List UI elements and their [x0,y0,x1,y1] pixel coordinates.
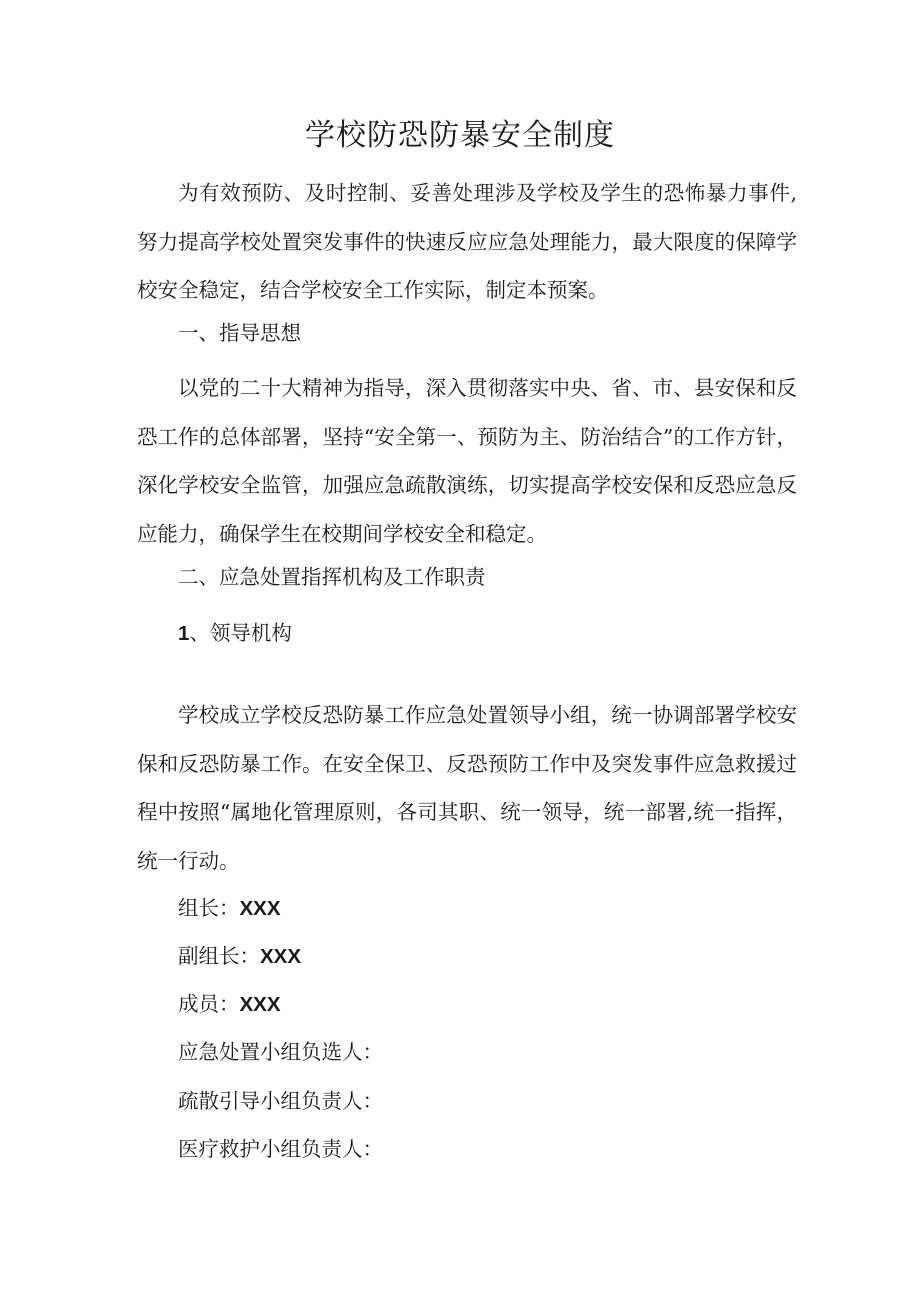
deputy-leader-line [178,941,301,972]
deputy-leader-value: XXX [260,945,302,968]
guiding-ideology-paragraph: 以党的二十大精神为指导，深入贯彻落实中央、省、市、县安保和反恐工作的总体部署，坚持“安全第一、预防为主、防治结合”的工作方针，深化学校安全监管，加强应急疏散演练，切实提高学校安保和反恐应急反应能力，确保学生在校期间学校安全和稳定。 [137,376,797,546]
subsection-number: 1 [178,622,190,645]
deputy-leader-label: 副组长： [178,944,260,968]
document-title: 学校防恐防暴安全制度 [305,118,615,153]
evacuation-group-line: 疏散引导小组负责人： [178,1089,383,1113]
intro-paragraph: 为有效预防、及时控制、妥善处理涉及学校及学生的恐怖暴力事件,努力提高学校处置突发事件的快速反应应急处理能力，最大限度的保障学校安全稳定，结合学校安全工作实际，制定本预案。 [137,181,797,302]
section-heading-command-structure: 二、应急处置指挥机构及工作职责 [178,565,486,589]
emergency-group-line: 应急处置小组负选人： [178,1040,383,1064]
subsection-heading-leadership [178,618,292,649]
member-line [178,989,281,1020]
group-leader-line [178,893,281,924]
leadership-paragraph: 学校成立学校反恐防暴工作应急处置领导小组，统一协调部署学校安保和反恐防暴工作。在安全保卫、反恐预防工作中及突发事件应急救援过程中按照“属地化管理原则，各司其职、统一领导，统一部署,统一指挥，统一行动。 [137,703,797,873]
group-leader-label: 组长： [178,896,240,920]
section-heading-guiding-ideology: 一、指导思想 [178,321,301,345]
member-value: XXX [239,993,281,1016]
group-leader-value: XXX [239,897,281,920]
medical-group-line: 医疗救护小组负责人： [178,1137,383,1161]
member-label: 成员： [178,992,240,1016]
subsection-title: 、领导机构 [189,621,292,645]
